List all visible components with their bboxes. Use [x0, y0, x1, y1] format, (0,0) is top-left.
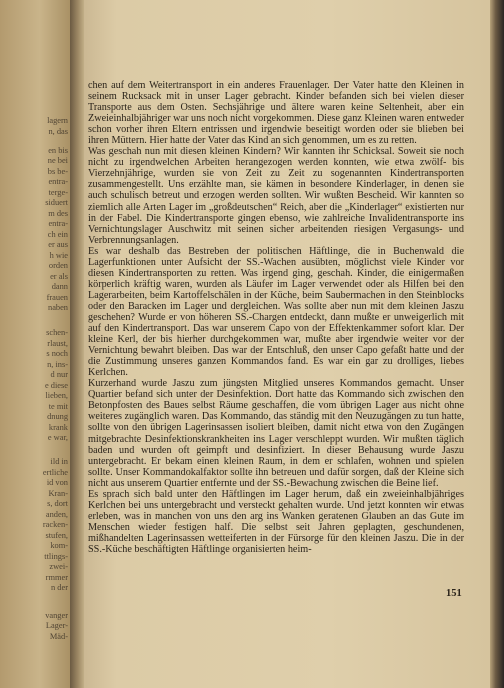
left-page-text-fragment: en bis — [48, 146, 68, 155]
left-page-text-fragment: rlaust, — [47, 339, 68, 348]
left-page-text-fragment: id von — [46, 478, 68, 487]
left-page-text-fragment: n, das — [48, 127, 68, 136]
left-page-text-fragment: anden, — [45, 510, 68, 519]
left-page-text-fragment: m des — [48, 209, 68, 218]
left-page-text-fragment: dnung — [47, 412, 68, 421]
left-page — [0, 0, 72, 688]
paragraph: Es war deshalb das Bestreben der politischen Häftlinge, die in Buchenwald die Lagerfunktionen unter Aufsicht der SS.-Wachen ausübten, möglichst viele Kinder vor diesen Kindertransporten zu retten. Was irgend ging, geschah. Kinder, die einigermaßen körperlich kräftig waren, wurden als Läufer im Lager verwendet oder als Hilfen bei den Lagerarbeiten, beim Kartoffelschälen in der Küche, beim Saubermachen in den Steinblocks oder den Baracken im Lager und dergleichen. Was sollte aber nun mit dem kleinen Jaszu geschehen? Wurde er von höheren SS.-Chargen entdeckt, dann mußte er unweigerlich mit auf den Kindertransport. Das war unserem Capo von der Effektenkammer sofort klar. Der kleine Kerl, der bis hierher durchgekommen war, mußte aber irgendwie weiter vor der Vernichtung bewahrt bleiben. Das war der Entschluß, den unser Capo gefaßt hatte und der die Zustimmung unseres ganzen Kommandos fand. Es war ein gar zu drolliges, liebes Kerlchen. — [88, 245, 464, 379]
paragraph: Es sprach sich bald unter den Häftlingen im Lager herum, daß ein zweieinhalbjähriges Kerlchen bei uns untergebracht und versteckt gehalten wurde. Und jetzt konnten wir etwas erleben, was in manchen von uns den arg ins Wanken geratenen Glauben an das Gute im Menschen wieder festigen half. Die selbst seit Jahren geplagten, geschundenen, mißhandelten Lagerinsassen wetteiferten in der Fürsorge für den kleinen Jaszu. Die in der SS.-Küche beschäftigten Häftlinge organisierten heim- — [88, 488, 464, 555]
left-page-text-fragment: er als — [50, 272, 68, 281]
left-page-text-fragment: schen- — [46, 328, 68, 337]
left-page-text-fragment: entra- — [48, 177, 68, 186]
left-page-text-fragment: ne bei — [47, 156, 68, 165]
left-page-text-fragment: ild in — [50, 457, 68, 466]
left-page-text-fragment: naben — [48, 303, 68, 312]
left-page-text-fragment: n der — [51, 583, 68, 592]
left-page-text-fragment: d nur — [50, 370, 68, 379]
left-page-text-fragment: n, ins- — [47, 360, 68, 369]
paragraph: Kurzerhand wurde Jaszu zum jüngsten Mitglied unseres Kommandos gemacht. Unser Quartier befand sich unter der Desinfektion. Dort hatte das Kommando sich zwischen den Betonpfosten des Baues selbst Räume geschaffen, die vom übrigen Lager aus nicht ohne weiteres zugänglich waren. Das Kommando, das ständig mit den Neuzugängen zu tun hatte, sollte von den übrigen Lagerinsassen isoliert bleiben, damit nicht etwa von den Zugängen mitgebrachte Desinfektionskrankheiten ins Lager verschleppt wurden. Wir mußten täglich baden und wurden oft geimpft und desinfiziert. In dieser Behausung wurde Jaszu untergebracht. Er bekam einen kleinen Raum, in dem er schlafen, wohnen und spielen sollte. Unser Kommandokalfaktor sollte ihn betreuen und dafür sorgen, daß der Kleine sich nicht aus unserem Quartier entfernte und der SS.-Bewachung zwischen die Beine lief. — [88, 378, 464, 489]
left-page-text-fragment: terge- — [48, 188, 68, 197]
left-page-text-fragment: ch ein — [47, 230, 68, 239]
page-number: 151 — [446, 588, 462, 599]
left-page-text-fragment: e diese — [44, 381, 68, 390]
left-page-text-fragment: vanger — [45, 611, 68, 620]
left-page-text-fragment: h wie — [49, 251, 68, 260]
paragraph: chen auf dem Weitertransport in ein anderes Frauenlager. Der Vater hatte den Kleinen in seinem Rucksack mit in unser Lager gebracht. Kinder befanden sich bei vielen dieser Transporte aus dem Osten. Sechsjährige und ältere waren keine Seltenheit, aber ein Zweieinhalbjähriger war uns noch nicht vorgekommen. Diese ganz Kleinen waren entweder schon vorher ihren Eltern entrissen und irgendwie beseitigt worden oder sie blieben bei ihren Müttern. Hier hatte der Vater das Kind an sich genommen, um es zu retten. — [88, 80, 464, 147]
left-page-text-fragment: bs be- — [47, 167, 68, 176]
left-page-text-fragment: e war, — [47, 433, 68, 442]
left-page-text-fragment: lagern — [47, 116, 68, 125]
left-page-text-fragment: Kran- — [48, 489, 68, 498]
left-page-text-fragment: siduert — [45, 198, 68, 207]
left-page-text-fragment: orden — [48, 261, 68, 270]
left-page-text-fragment: rmmer — [45, 573, 68, 582]
left-page-text-fragment: stufen, — [45, 531, 68, 540]
left-page-text-fragment: Lager- — [45, 621, 68, 630]
left-page-text-fragment: Mäd- — [49, 632, 68, 641]
left-page-text-fragment: te mit — [48, 402, 68, 411]
left-page-text-fragment: ertliche — [42, 468, 68, 477]
left-page-text-fragment: kom- — [50, 541, 68, 550]
left-page-text-fragment: ttlings- — [44, 552, 68, 561]
left-page-text-fragment: dann — [51, 282, 68, 291]
left-page-text-fragment: entra- — [48, 219, 68, 228]
left-page-text-fragment: frauen — [46, 293, 68, 302]
paragraph: Was geschah nun mit diesen kleinen Kindern? Wir kannten ihr Schicksal. Soweit sie noch nicht zu irgendwelchen Arbeiten herangezogen werden konnten, wie etwa zwölf- bis Vierzehnjährige, wurden sie von Zeit zu Zeit zu sogenannten Kindertransporten zusammengestellt. Uns erzählte man, sie kämen in besondere Kinderlager, in denen sie auch schulisch betreut und erzogen werden sollten. Wir wußten Bescheid. Wir kannten so ziemlich alle Arten Lager im „großdeutschen“ Reich, aber die „Kinderlager“ existierten nur in der Fabel. Die Kindertransporte gingen ebenso, wie zahlreiche Invalidentransporte ins Vernichtungslager Auschwitz mit seinen sicher arbeitenden riesigen Vergasungs- und Verbrennungsanlagen. — [88, 146, 464, 246]
body-text — [88, 80, 464, 555]
left-page-text-fragment: krank — [48, 423, 68, 432]
page-edge-shadow — [490, 0, 504, 688]
left-page-text-fragment: s, dort — [47, 499, 68, 508]
left-page-text-fragment: s noch — [46, 349, 68, 358]
left-page-text-fragment: zwei- — [49, 562, 68, 571]
left-page-text-fragment: lieben, — [45, 391, 68, 400]
left-page-text-fragment: er aus — [48, 240, 68, 249]
left-page-text-fragment: racken- — [42, 520, 68, 529]
